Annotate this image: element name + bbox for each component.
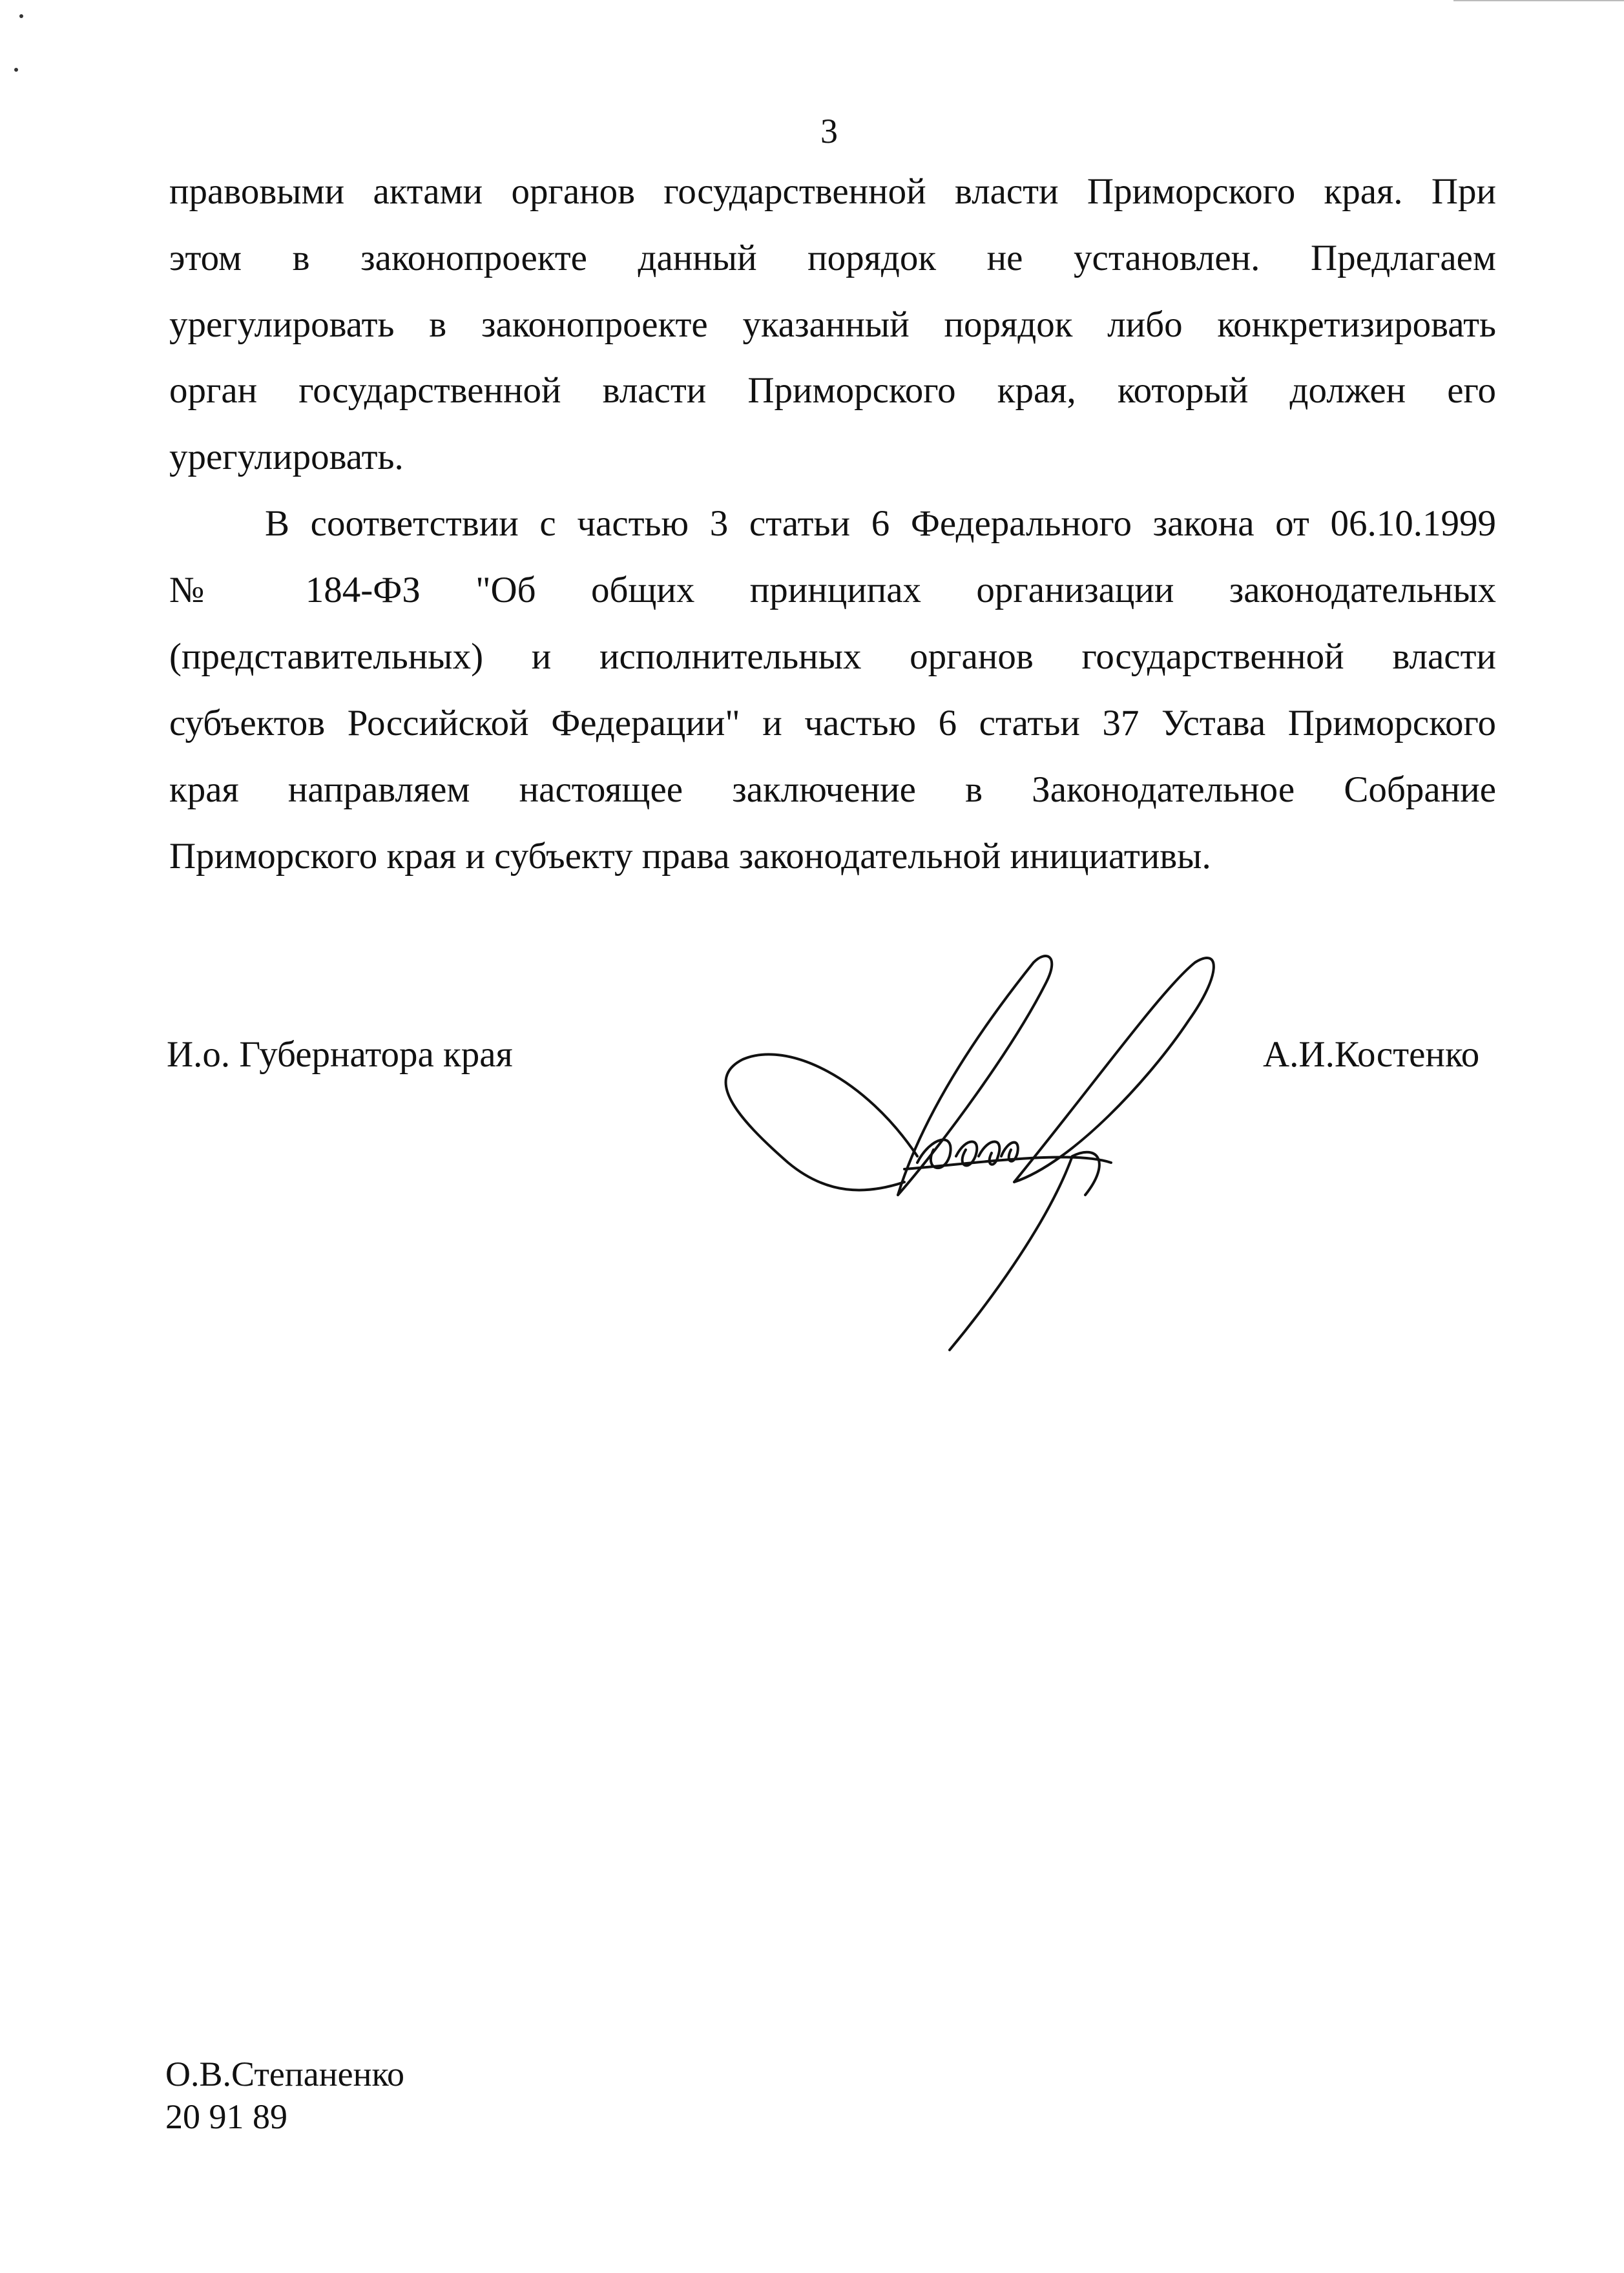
text-line: субъектов Российской Федерации" и частью 6 статьи 37 Устава Приморского: [169, 703, 1496, 743]
handwritten-signature: [711, 950, 1279, 1363]
text-line: правовыми актами органов государственной власти Приморского края. При: [169, 171, 1496, 212]
text-line: этом в законопроекте данный порядок не установлен. Предлагаем: [169, 238, 1496, 278]
text-line: В соответствии с частью 3 статьи 6 Федерального закона от 06.10.1999: [265, 503, 1496, 544]
scan-edge-line: [1453, 0, 1624, 1]
scan-speck: [19, 14, 23, 18]
text-line: урегулировать в законопроекте указанный порядок либо конкретизировать: [169, 304, 1496, 345]
text-line: (представительных) и исполнительных органов государственной власти: [169, 636, 1496, 677]
text-line: края направляем настоящее заключение в Законодательное Собрание: [169, 769, 1496, 810]
text-line: урегулировать.: [169, 437, 404, 477]
executor-name: О.В.Степаненко: [165, 2055, 405, 2093]
scan-speck: [14, 68, 18, 72]
executor-phone: 20 91 89: [165, 2097, 287, 2136]
signatory-name: А.И.Костенко: [1263, 1034, 1480, 1075]
text-line: Приморского края и субъекту права законодательной инициативы.: [169, 836, 1211, 877]
text-line: № 184-ФЗ "Об общих принципах организации законодательных: [169, 570, 1496, 610]
signatory-position: И.о. Губернатора края: [167, 1034, 513, 1075]
text-line: орган государственной власти Приморского края, который должен его: [169, 370, 1496, 411]
page-number: 3: [820, 112, 838, 150]
